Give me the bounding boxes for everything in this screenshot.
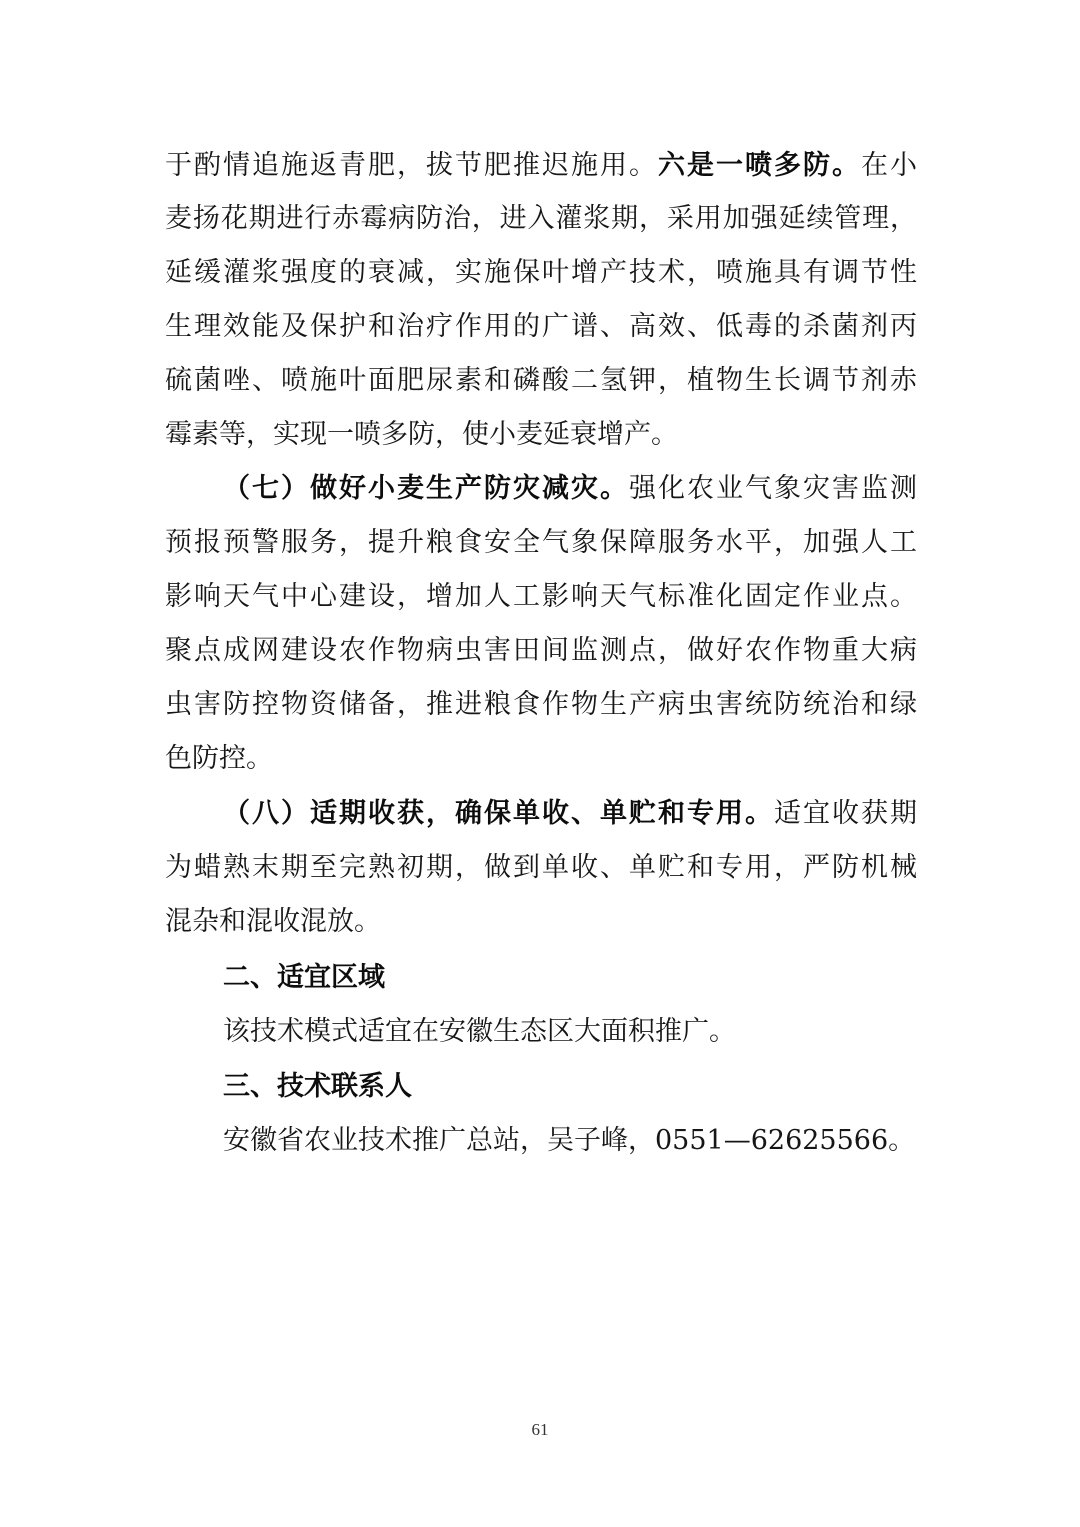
page-number: 61 [531,1420,549,1439]
section-7-title: （七）做好小麦生产防灾减灾。 [223,473,629,504]
paragraph-line: 影响天气中心建设，增加人工影响天气标准化固定作业点。 [165,581,917,612]
section-7-first-line [223,466,917,512]
paragraph-line: 硫菌唑、喷施叶面肥尿素和磷酸二氢钾，植物生长调节剂赤 [165,365,917,396]
paragraph-line: 色防控。 [165,743,273,774]
paragraph-line: 混杂和混收混放。 [165,906,381,937]
text-segment: 于酌情追施返青肥，拔节肥推迟施用。 [165,150,658,181]
paragraph-line: 聚点成网建设农作物病虫害田间监测点，做好农作物重大病 [165,635,917,666]
paragraph-line: 为蜡熟末期至完熟初期，做到单收、单贮和专用，严防机械 [165,852,917,883]
heading-technical-contact: 三、技术联系人 [223,1071,412,1102]
paragraph-line: 生理效能及保护和治疗作用的广谱、高效、低毒的杀菌剂丙 [165,311,917,342]
paragraph-line: 预报预警服务，提升粮食安全气象保障服务水平，加强人工 [165,527,917,558]
paragraph-line: 麦扬花期进行赤霉病防治，进入灌浆期，采用加强延续管理， [165,203,917,234]
text-segment: 在小 [861,150,917,181]
section-8-title: （八）适期收获，确保单收、单贮和专用。 [223,798,774,829]
paragraph-line: 霉素等，实现一喷多防，使小麦延衰增产。 [165,419,678,450]
section-8-first-line [223,791,917,837]
text-segment: 强化农业气象灾害监测 [629,473,917,504]
suitable-region-text: 该技术模式适宜在安徽生态区大面积推广。 [223,1016,736,1047]
heading-suitable-region: 二、适宜区域 [223,962,385,993]
paragraph-line [165,143,917,189]
text-segment: 适宜收获期 [774,798,917,829]
paragraph-line: 延缓灌浆强度的衰减，实施保叶增产技术，喷施具有调节性 [165,257,917,288]
bold-lead-text: 六是一喷多防。 [658,150,861,181]
paragraph-line: 虫害防控物资储备，推进粮食作物生产病虫害统防统治和绿 [165,689,917,720]
technical-contact-text: 安徽省农业技术推广总站，吴子峰，0551—62625566。 [223,1125,916,1156]
